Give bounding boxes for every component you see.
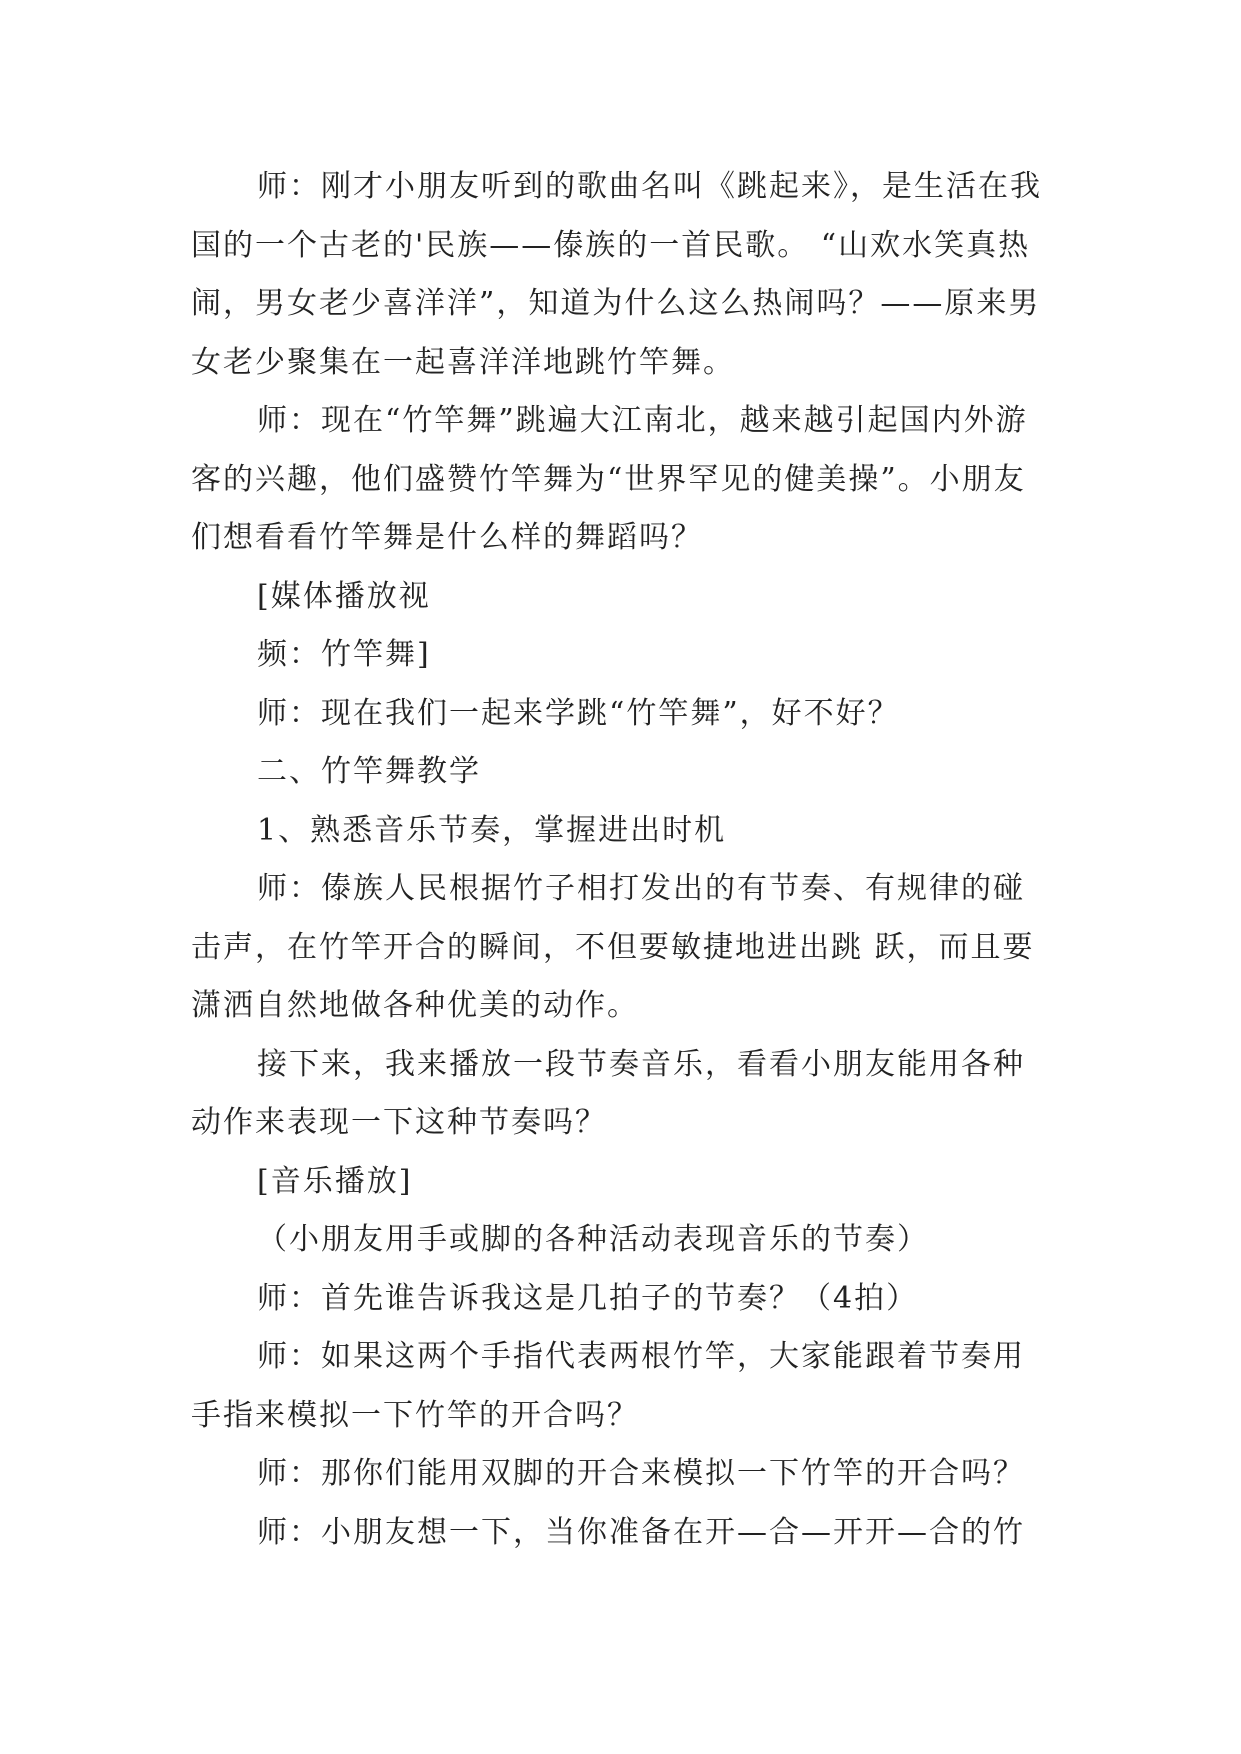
paragraph: （小朋友用手或脚的各种活动表现音乐的节奏） <box>257 1222 929 1257</box>
document-body <box>191 158 1053 1562</box>
paragraph: 师：现在我们一起来学跳“竹竿舞”，好不好？ <box>257 695 900 731</box>
paragraph: 师：首先谁告诉我这是几拍子的节奏？（4拍） <box>257 1280 919 1316</box>
paragraph: 师：那你们能用双脚的开合来模拟一下竹竿的开合吗？ <box>257 1456 1025 1491</box>
paragraph: 师：小朋友想一下，当你准备在开—合—开开—合的竹 <box>257 1514 1025 1550</box>
paragraph: 师：傣族人民根据竹子相打发出的有节奏、有规律的碰击声，在竹竿开合的瞬间，不但要敏捷地进出跳 跃，而且要潇洒自然地做各种优美的动作。 <box>191 871 1035 1023</box>
paragraph: 师：刚才小朋友听到的歌曲名叫《跳起来》，是生活在我国的一个古老的'民族——傣族的一首民歌。 “山欢水笑真热闹，男女老少喜洋洋”，知道为什么这么热闹吗？——原来男女老少聚集在一起喜洋洋地跳竹竿舞。 <box>191 169 1042 380</box>
subsection-heading: 1、熟悉音乐节奏，掌握进出时机 <box>257 812 727 848</box>
paragraph: 师：现在“竹竿舞”跳遍大江南北，越来越引起国内外游客的兴趣，他们盛赞竹竿舞为“世界罕见的健美操”。小朋友们想看看竹竿舞是什么样的舞蹈吗？ <box>191 403 1028 555</box>
paragraph: [音乐播放] <box>257 1163 413 1199</box>
paragraph: 接下来，我来播放一段节奏音乐，看看小朋友能用各种动作来表现一下这种节奏吗？ <box>191 1046 1025 1140</box>
paragraph: 师：如果这两个手指代表两根竹竿，大家能跟着节奏用手指来模拟一下竹竿的开合吗？ <box>191 1339 1025 1433</box>
paragraph: 频：竹竿舞] <box>257 637 431 672</box>
section-heading: 二、竹竿舞教学 <box>257 754 481 789</box>
paragraph: [媒体播放视 <box>257 578 431 614</box>
